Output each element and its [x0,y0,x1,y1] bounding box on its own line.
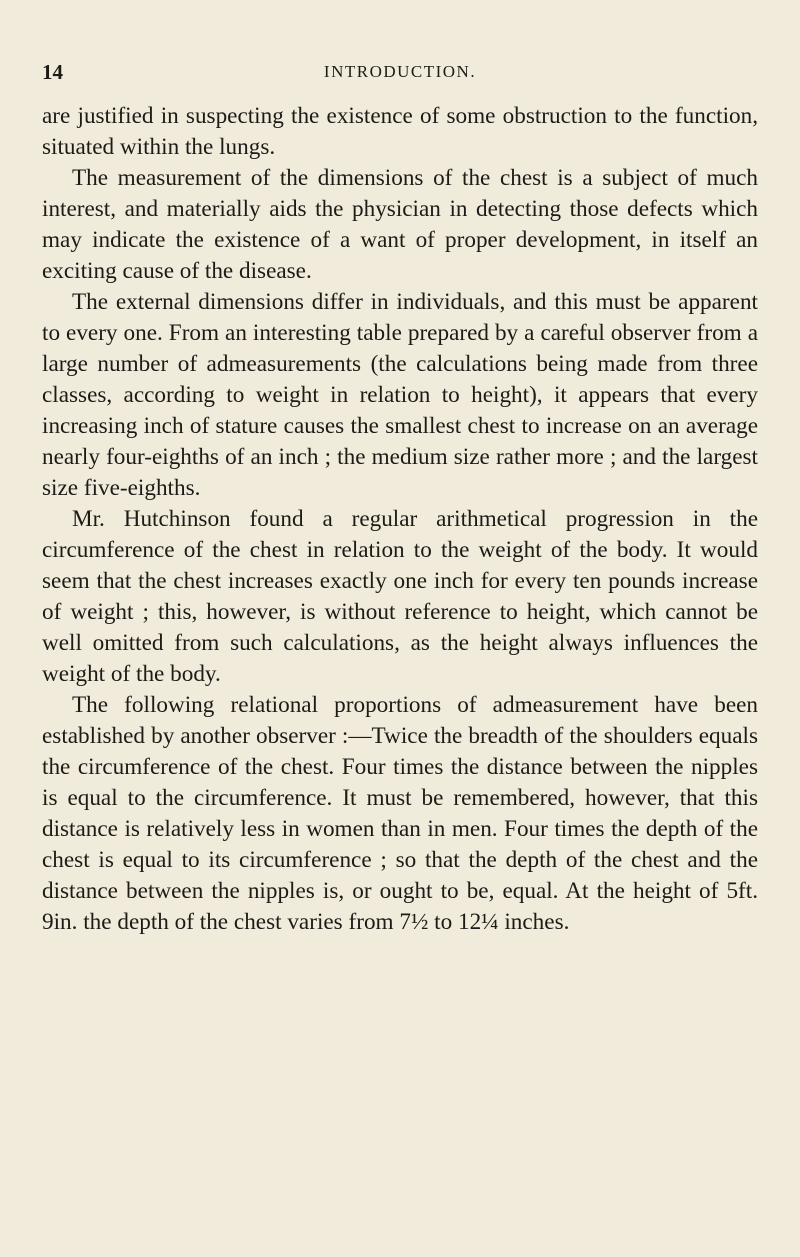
paragraph-external-dimensions: The external dimensions differ in individuals, and this must be apparent to every one. From an interesting table prepared by a careful observer from a large number of admeasurements (the calculations being made from three classes, according to weight in relation to height), it appears that every increasing inch of stature causes the smallest chest to increase on an average nearly four-eighths of an inch ; the medium size rather more ; and the largest size five-eighths. [42,289,758,501]
paragraph-chest-measurement: The measurement of the dimensions of the chest is a subject of much interest, and materially aids the physician in detecting those defects which may indicate the existence of a want of proper development, in itself an exciting cause of the disease. [42,165,758,284]
paragraph-relational-proportions: The following relational proportions of admeasurement have been established by another observer :—Twice the breadth of the shoulders equals the circumference of the chest. Four times the distance between the nipples is equal to the circumference. It must be remembered, however, that this distance is relatively less in women than in men. Four times the depth of the chest is equal to its circumference ; so that the depth of the chest and the distance between the nipples is, or ought to be, equal. At the height of 5ft. 9in. the depth of the chest varies from 7½ to 12¼ inches. [42,692,758,935]
running-head [42,60,758,88]
paragraph-hutchinson: Mr. Hutchinson found a regular arithmetical progression in the circumference of the chest in relation to the weight of the body. It would seem that the chest increases exactly one inch for every ten pounds increase of weight ; this, however, is without reference to height, which cannot be well omitted from such calculations, as the height always influences the weight of the body. [42,506,758,687]
body-text [42,101,758,938]
page-number: 14 [42,60,63,84]
running-head-title: INTRODUCTION. [323,62,477,81]
paragraph-continuation: are justified in suspecting the existence of some obstruction to the function, situated within the lungs. [42,103,758,160]
